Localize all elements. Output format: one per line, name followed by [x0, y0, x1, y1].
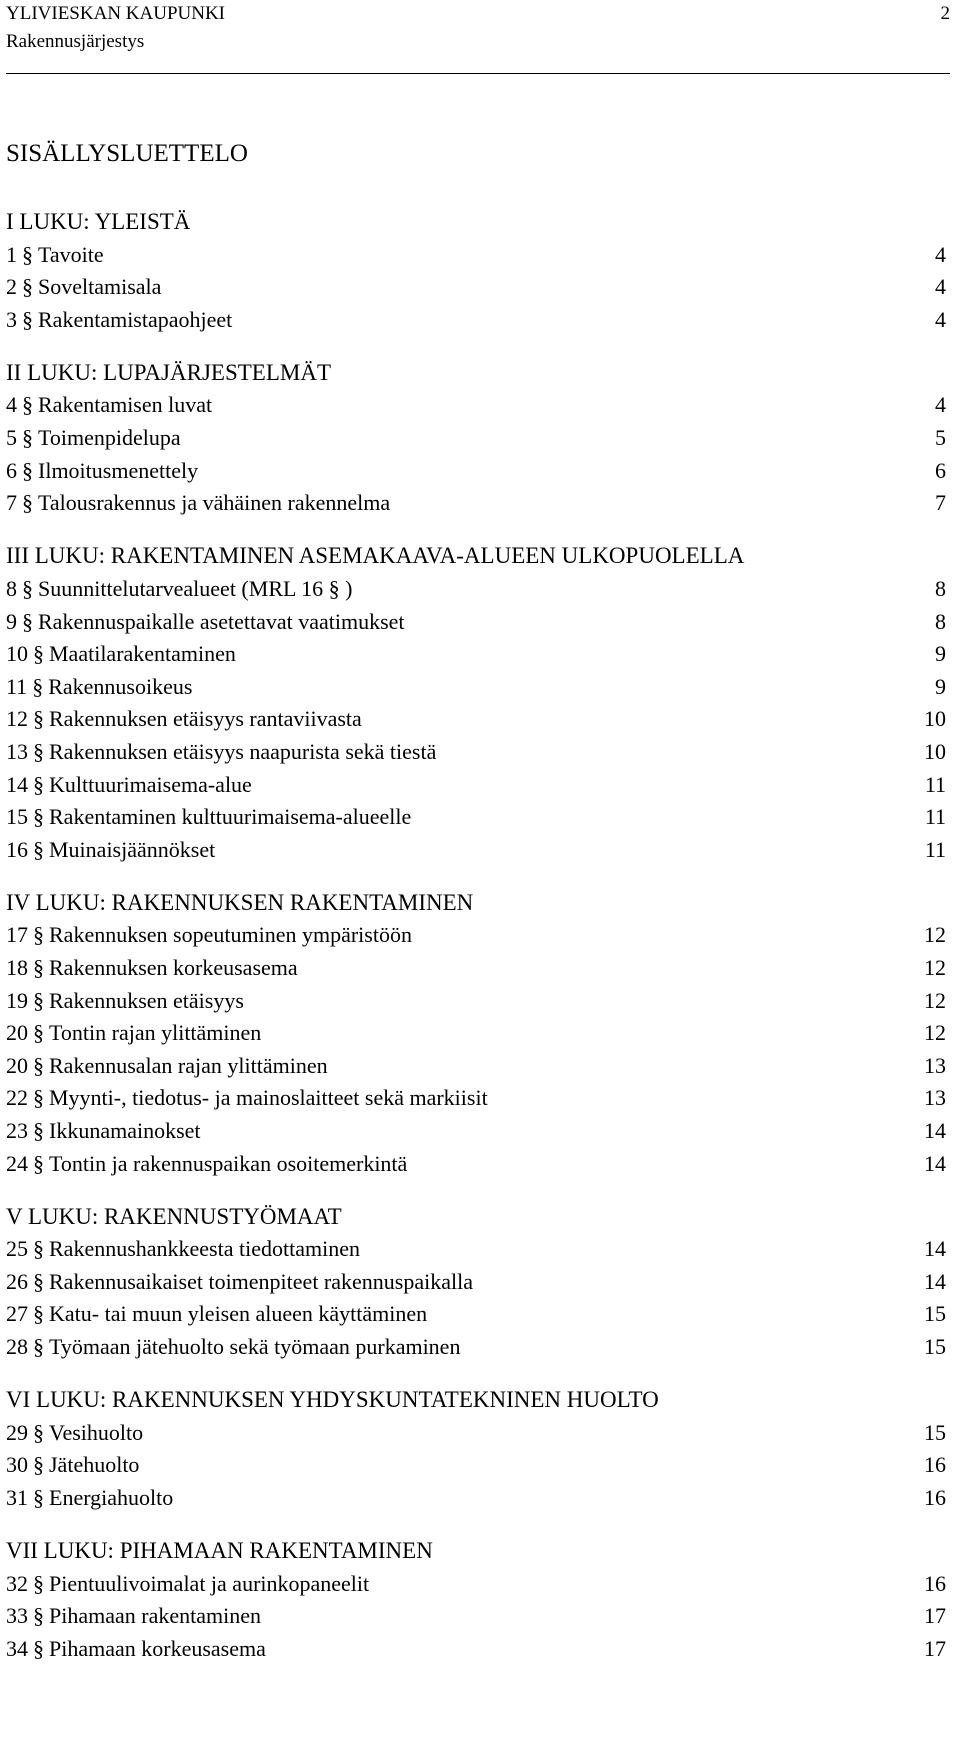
header-row	[6, 0, 954, 28]
section-symbol-icon: §	[33, 1117, 44, 1143]
section-title: Rakennuspaikalle asetettavat vaatimukset	[38, 608, 405, 634]
section-title: Katu- tai muun yleisen alueen käyttäminen	[49, 1301, 428, 1327]
section-number: 20	[6, 1020, 28, 1046]
section-title: Myynti-, tiedotus- ja mainoslaitteet sekä markiisit	[49, 1085, 488, 1111]
toc-entry	[6, 422, 946, 455]
toc-entry	[6, 1449, 946, 1482]
section-page-number: 4	[935, 306, 946, 332]
chapter-heading: IV LUKU: RAKENNUKSEN RAKENTAMINEN	[6, 889, 474, 915]
section-page-number: 4	[935, 241, 946, 267]
section-title: Tontin ja rakennuspaikan osoitemerkintä	[49, 1150, 408, 1176]
section-page-number: 10	[924, 706, 946, 732]
section-page-number: 8	[935, 575, 946, 601]
toc-entry	[6, 638, 946, 671]
chapter-heading: VI LUKU: RAKENNUKSEN YHDYSKUNTATEKNINEN HUOLTO	[6, 1387, 659, 1413]
section-number: 28	[6, 1334, 28, 1359]
section-page-number: 15	[924, 1334, 946, 1359]
toc-entry	[6, 606, 946, 639]
section-number: 15	[6, 804, 28, 830]
section-page-number: 8	[935, 608, 946, 634]
section-number: 6	[6, 457, 17, 483]
section-title: Maatilarakentaminen	[49, 641, 236, 667]
section-page-number: 9	[935, 673, 946, 699]
section-symbol-icon: §	[22, 241, 33, 267]
section-number: 1	[6, 241, 17, 267]
section-number: 19	[6, 987, 28, 1013]
section-number: 13	[6, 738, 28, 764]
toc-entry	[6, 1568, 946, 1601]
section-symbol-icon: §	[33, 1052, 44, 1078]
section-title: Pihamaan rakentaminen	[49, 1603, 261, 1629]
section-title: Rakentaminen kulttuurimaisema-alueelle	[49, 804, 412, 830]
toc-chapter	[6, 1201, 946, 1364]
section-page-number: 12	[924, 1020, 946, 1046]
section-page-number: 12	[924, 954, 946, 980]
section-title: Työmaan jätehuolto sekä työmaan purkaminen	[49, 1334, 461, 1359]
chapter-heading: III LUKU: RAKENTAMINEN ASEMAKAAVA-ALUEEN ULKOPUOLELLA	[6, 543, 745, 569]
section-symbol-icon: §	[33, 1301, 44, 1327]
section-title: Rakentamistapaohjeet	[38, 306, 233, 332]
toc-entry	[6, 952, 946, 985]
section-page-number: 11	[924, 804, 946, 830]
header-divider	[6, 73, 950, 74]
section-symbol-icon: §	[33, 1603, 44, 1629]
section-title: Pientuulivoimalat ja aurinkopaneelit	[49, 1570, 370, 1596]
toc-entry	[6, 801, 946, 834]
section-symbol-icon: §	[33, 1268, 44, 1294]
section-number: 34	[6, 1635, 28, 1661]
toc-entry	[6, 985, 946, 1018]
toc-chapter	[6, 206, 946, 336]
section-page-number: 16	[924, 1570, 946, 1596]
section-number: 4	[6, 392, 17, 418]
section-number: 29	[6, 1419, 28, 1445]
section-number: 23	[6, 1117, 28, 1143]
section-page-number: 12	[924, 922, 946, 948]
section-symbol-icon: §	[33, 1452, 44, 1478]
toc-entry	[6, 573, 946, 606]
chapter-heading: II LUKU: LUPAJÄRJESTELMÄT	[6, 359, 331, 385]
section-number: 11	[6, 673, 28, 699]
toc-chapter	[6, 1535, 946, 1665]
toc-entry	[6, 304, 946, 337]
section-page-number: 13	[924, 1052, 946, 1078]
section-page-number: 15	[924, 1301, 946, 1327]
toc-entry	[6, 769, 946, 802]
toc-entry	[6, 389, 946, 422]
section-page-number: 14	[924, 1150, 946, 1176]
toc-entry	[6, 487, 946, 520]
page-header	[6, 0, 954, 56]
section-number: 10	[6, 641, 28, 667]
toc-entry	[6, 1331, 946, 1364]
section-symbol-icon: §	[33, 1635, 44, 1661]
toc-entry	[6, 1233, 946, 1266]
toc-entry	[6, 271, 946, 304]
section-number: 27	[6, 1301, 28, 1327]
section-number: 12	[6, 706, 28, 732]
section-title: Tontin rajan ylittäminen	[49, 1020, 262, 1046]
section-symbol-icon: §	[33, 922, 44, 948]
toc-title: SISÄLLYSLUETTELO	[6, 140, 248, 167]
toc-entry	[6, 1633, 946, 1666]
section-title: Muinaisjäännökset	[49, 836, 216, 862]
toc-entry	[6, 1417, 946, 1450]
section-symbol-icon: §	[22, 392, 33, 418]
toc-entry	[6, 736, 946, 769]
toc-entry	[6, 1148, 946, 1181]
section-number: 24	[6, 1150, 28, 1176]
toc-entry	[6, 703, 946, 736]
toc-entry	[6, 834, 946, 867]
section-number: 32	[6, 1570, 28, 1596]
section-page-number: 14	[924, 1268, 946, 1294]
section-title: Rakennuksen korkeusasema	[49, 954, 298, 980]
section-page-number: 17	[924, 1603, 946, 1629]
section-page-number: 14	[924, 1117, 946, 1143]
section-symbol-icon: §	[33, 771, 44, 797]
section-number: 2	[6, 274, 17, 300]
section-symbol-icon: §	[32, 673, 44, 699]
section-symbol-icon: §	[33, 804, 44, 830]
section-title: Talousrakennus ja vähäinen rakennelma	[38, 490, 391, 516]
section-page-number: 5	[935, 425, 946, 451]
section-symbol-icon: §	[22, 490, 33, 516]
toc-entry	[6, 239, 946, 272]
section-title: Rakennuksen etäisyys rantaviivasta	[49, 706, 362, 732]
section-symbol-icon: §	[33, 1236, 44, 1262]
section-number: 18	[6, 954, 28, 980]
section-symbol-icon: §	[33, 1085, 44, 1111]
section-title: Toimenpidelupa	[38, 425, 181, 451]
section-title: Tavoite	[38, 241, 104, 267]
section-symbol-icon: §	[33, 1419, 44, 1445]
toc-entry	[6, 919, 946, 952]
toc-entry	[6, 1115, 946, 1148]
toc-entry	[6, 1050, 946, 1083]
section-page-number: 13	[924, 1085, 946, 1111]
section-symbol-icon: §	[33, 738, 44, 764]
section-symbol-icon: §	[33, 1150, 44, 1176]
section-title: Pihamaan korkeusasema	[49, 1635, 266, 1661]
section-page-number: 11	[924, 836, 946, 862]
section-page-number: 14	[924, 1236, 946, 1262]
table-of-contents	[6, 206, 946, 1686]
section-title: Energiahuolto	[49, 1484, 174, 1510]
section-symbol-icon: §	[22, 274, 33, 300]
toc-entry	[6, 1017, 946, 1050]
chapter-heading: V LUKU: RAKENNUSTYÖMAAT	[6, 1203, 342, 1229]
page-number: 2	[940, 3, 950, 24]
section-page-number: 16	[924, 1452, 946, 1478]
toc-chapter	[6, 357, 946, 520]
section-title: Rakennuksen etäisyys naapurista sekä tiestä	[49, 738, 437, 764]
toc-chapter	[6, 887, 946, 1180]
section-title: Rakennuksen sopeutuminen ympäristöön	[49, 922, 412, 948]
section-number: 31	[6, 1484, 28, 1510]
section-number: 8	[6, 575, 17, 601]
section-page-number: 12	[924, 987, 946, 1013]
section-symbol-icon: §	[22, 425, 33, 451]
toc-entry	[6, 455, 946, 488]
chapter-heading: VII LUKU: PIHAMAAN RAKENTAMINEN	[6, 1537, 433, 1563]
section-page-number: 17	[924, 1635, 946, 1661]
section-number: 22	[6, 1085, 28, 1111]
section-symbol-icon: §	[22, 608, 33, 634]
section-title: Vesihuolto	[49, 1419, 144, 1445]
section-title: Soveltamisala	[38, 274, 162, 300]
section-symbol-icon: §	[33, 1020, 44, 1046]
chapter-heading: I LUKU: YLEISTÄ	[6, 209, 191, 234]
toc-entry	[6, 1298, 946, 1331]
section-title: Ilmoitusmenettely	[38, 457, 199, 483]
toc-chapter	[6, 540, 946, 866]
section-title: Kulttuurimaisema-alue	[49, 771, 252, 797]
section-title: Rakennusalan rajan ylittäminen	[49, 1052, 328, 1078]
section-page-number: 16	[924, 1484, 946, 1510]
section-number: 26	[6, 1268, 28, 1294]
section-symbol-icon: §	[33, 706, 44, 732]
section-number: 25	[6, 1236, 28, 1262]
toc-chapter	[6, 1384, 946, 1514]
toc-entry	[6, 671, 946, 704]
section-number: 9	[6, 608, 17, 634]
section-title: Rakennushankkeesta tiedottaminen	[49, 1236, 360, 1262]
section-symbol-icon: §	[22, 457, 33, 483]
section-title: Jätehuolto	[49, 1452, 140, 1478]
section-page-number: 4	[935, 392, 946, 418]
section-title: Rakennusoikeus	[48, 673, 193, 699]
section-number: 7	[6, 490, 17, 516]
section-number: 14	[6, 771, 28, 797]
section-number: 30	[6, 1452, 28, 1478]
section-symbol-icon: §	[33, 1484, 44, 1510]
section-page-number: 9	[935, 641, 946, 667]
section-title: Rakentamisen luvat	[38, 392, 213, 418]
section-number: 5	[6, 425, 17, 451]
section-symbol-icon: §	[33, 954, 44, 980]
section-number: 3	[6, 306, 17, 332]
section-number: 17	[6, 922, 28, 948]
section-title: Rakennusaikaiset toimenpiteet rakennuspaikalla	[49, 1268, 473, 1294]
section-page-number: 10	[924, 738, 946, 764]
organization-name: YLIVIESKAN KAUPUNKI	[6, 3, 226, 24]
section-symbol-icon: §	[33, 836, 44, 862]
section-page-number: 7	[935, 490, 946, 516]
section-title: Ikkunamainokset	[49, 1117, 201, 1143]
toc-entry	[6, 1082, 946, 1115]
section-title: Rakennuksen etäisyys	[49, 987, 244, 1013]
section-symbol-icon: §	[33, 1570, 44, 1596]
section-symbol-icon: §	[33, 641, 44, 667]
section-symbol-icon: §	[33, 987, 44, 1013]
toc-entry	[6, 1266, 946, 1299]
toc-entry	[6, 1482, 946, 1515]
section-symbol-icon: §	[22, 575, 33, 601]
section-number: 33	[6, 1603, 28, 1629]
section-number: 16	[6, 836, 28, 862]
document-title: Rakennusjärjestys	[6, 31, 145, 52]
section-page-number: 11	[924, 771, 946, 797]
section-page-number: 15	[924, 1419, 946, 1445]
section-page-number: 6	[935, 457, 946, 483]
section-page-number: 4	[935, 274, 946, 300]
section-title: Suunnittelutarvealueet (MRL 16 § )	[38, 575, 353, 601]
section-number: 20	[6, 1052, 28, 1078]
toc-entry	[6, 1600, 946, 1633]
section-symbol-icon: §	[33, 1334, 44, 1359]
section-symbol-icon: §	[22, 306, 33, 332]
